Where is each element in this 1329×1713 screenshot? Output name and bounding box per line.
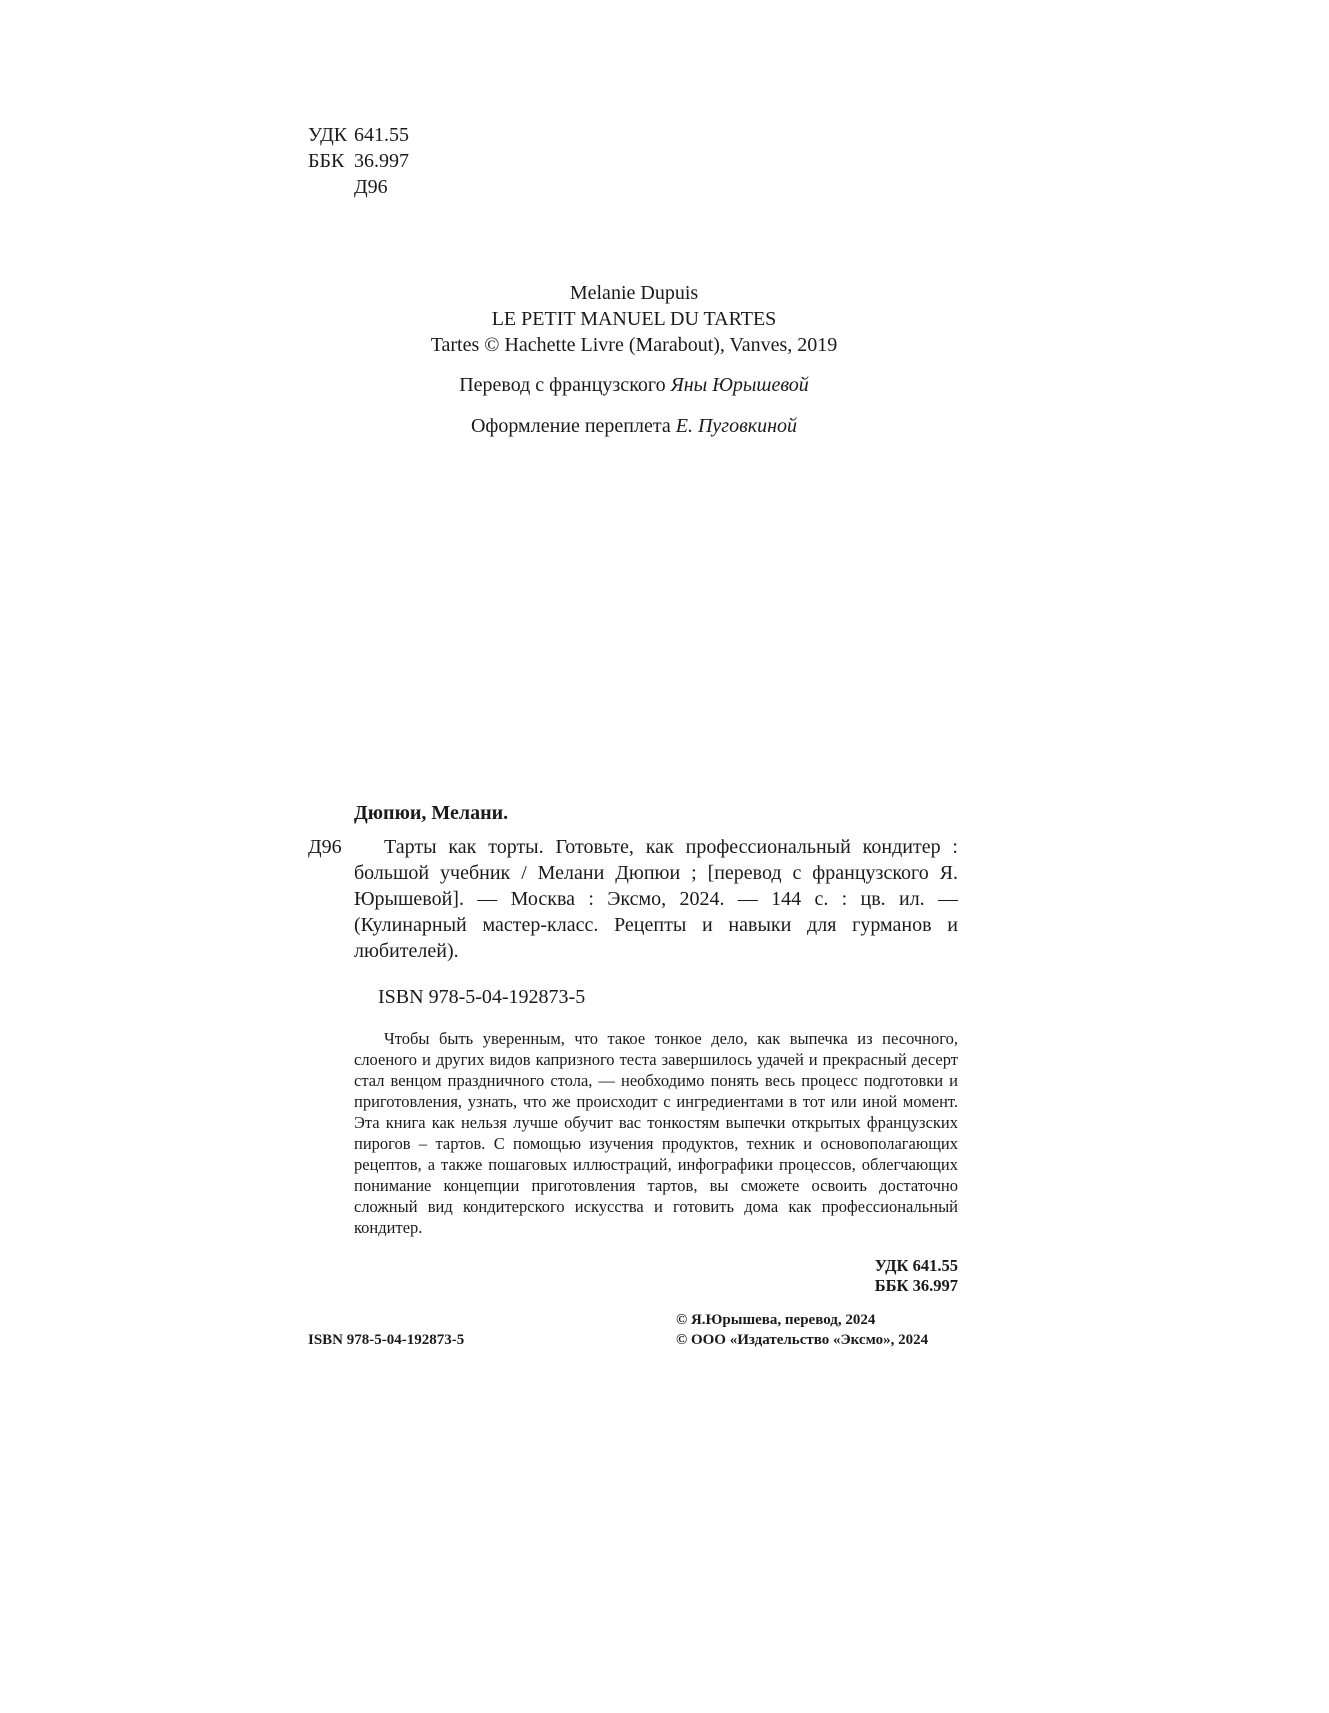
entry-author-mark: Д96	[308, 836, 342, 858]
original-author: Melanie Dupuis	[569, 282, 699, 304]
cover-prefix: Оформление переплета	[470, 415, 671, 437]
udk-code-right: УДК 641.55	[874, 1256, 958, 1275]
bbk-value: 36.997	[354, 150, 409, 172]
isbn-line: ISBN 978-5-04-192873-5	[378, 986, 586, 1008]
annotation	[308, 1028, 958, 1238]
bbk-code-right: ББК 36.997	[874, 1276, 958, 1295]
udk-label: УДК	[308, 124, 348, 146]
copyright-publisher: © ООО «Издательство «Эксмо», 2024	[676, 1332, 929, 1348]
author-mark: Д96	[354, 176, 388, 198]
bibliographic-entry	[308, 834, 958, 964]
udk-value: 641.55	[354, 124, 409, 146]
bibliographic-record	[308, 800, 958, 1296]
footer-isbn: ISBN 978-5-04-192873-5	[308, 1332, 465, 1348]
entry-description: Тарты как торты. Готовьте, как профессиональный кондитер : большой учебник / Мелани Дюпюи ; [перевод с французского Я. Юрышевой]. — Москва : Эксмо, 2024. — 144 с. : цв. ил. — (Кулинарный мастер-класс. Рецепты и навыки для гурманов и любителей).	[354, 836, 958, 962]
translation-prefix: Перевод с французского	[459, 374, 666, 396]
bbk-label: ББК	[308, 150, 345, 172]
translator-name: Яны Юрышевой	[670, 374, 809, 396]
copyright-translation: © Я.Юрышева, перевод, 2024	[676, 1312, 876, 1328]
cover-designer-name: Е. Пуговкиной	[675, 415, 798, 437]
bbk-row	[308, 148, 409, 174]
translation-credit	[0, 372, 1268, 398]
udk-row	[308, 122, 409, 148]
cover-credit	[0, 413, 1268, 439]
original-edition-block	[0, 280, 1268, 439]
classification-block	[308, 122, 409, 200]
copyright-block	[676, 1310, 928, 1350]
annotation-text: Чтобы быть уверенным, что такое тонкое дело, как выпечка из песочного, слоеного и других видов капризного теста завершилось удачей и прекрасный десерт стал венцом праздничного стола, — необходимо понять весь процесс подготовки и приготовления, узнать, что же происходит с ингредиентами в тот или иной момент. Эта книга как нельзя лучше обучит вас тонкостям выпечки открытых французских пирогов – тартов. С помощью изучения продуктов, техник и основополагающих рецептов, а также пошаговых иллюстраций, инфографики процессов, облегчающих понимание концепции приготовления тартов, вы сможете освоить достаточно сложный вид кондитерского искусства и готовить дома как профессиональный кондитер.	[354, 1029, 958, 1237]
original-copyright: Tartes © Hachette Livre (Marabout), Vanves, 2019	[430, 334, 838, 356]
author-heading: Дюпюи, Мелани.	[354, 802, 509, 824]
original-title: LE PETIT MANUEL DU TARTES	[491, 308, 777, 330]
classification-codes-right	[308, 1256, 958, 1296]
